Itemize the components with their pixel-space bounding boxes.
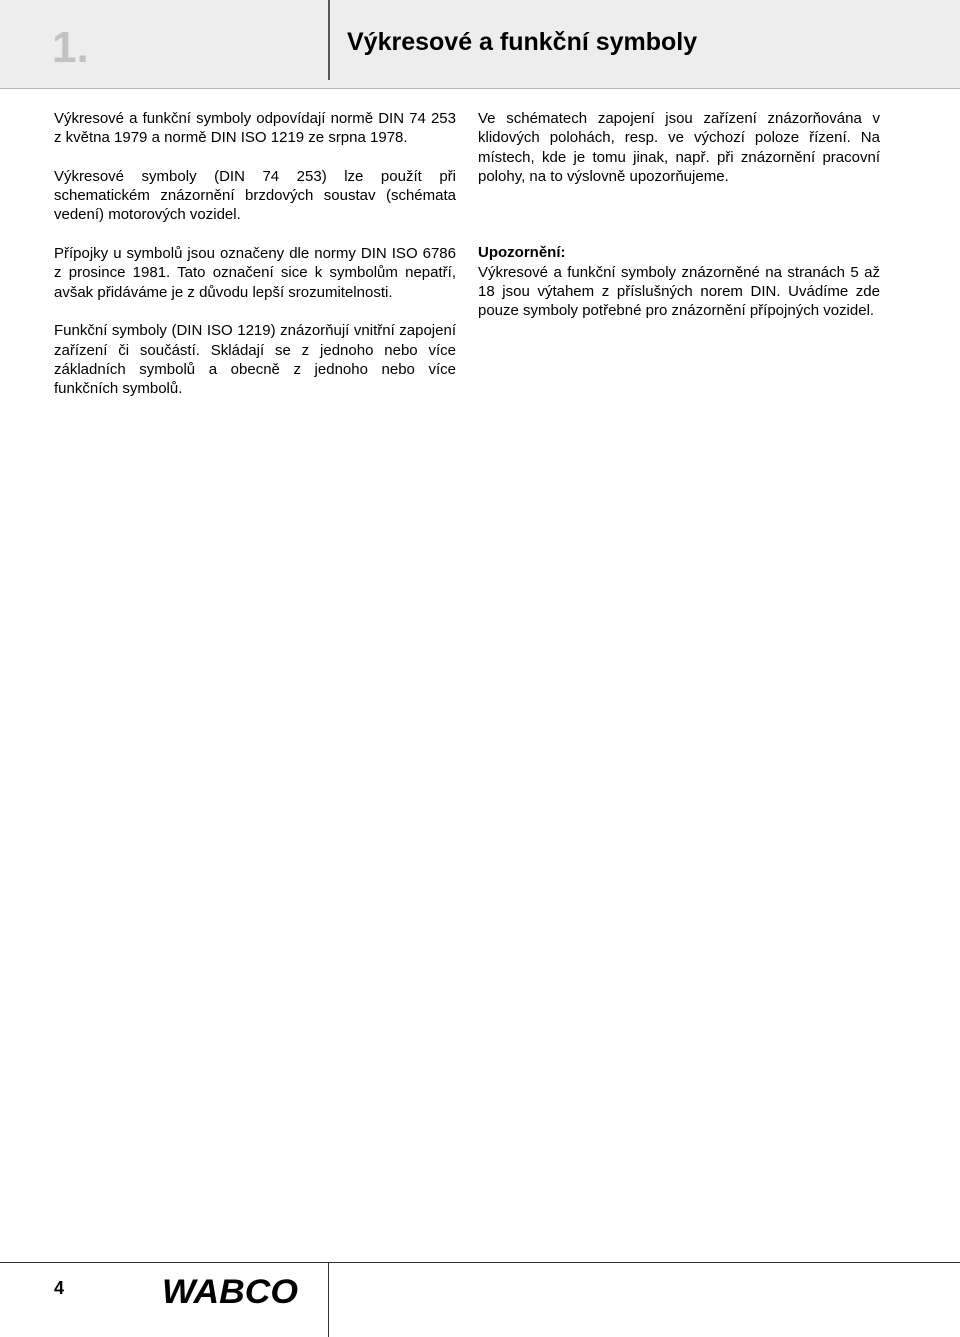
wabco-logo	[160, 1272, 300, 1308]
paragraph-standards: Výkresové a funkční symboly odpovídají normě DIN 74 253 z května 1979 a normě DIN ISO 1219 ze srpna 1978.	[54, 110, 456, 147]
footer-divider	[328, 1262, 329, 1337]
notice-text: Výkresové a funkční symboly znázorněné na stranách 5 až 18 jsou výtahem z příslušných norem DIN. Uvádíme zde pouze symboly potřebné pro znázornění přípojných vozidel.	[478, 263, 880, 320]
page-footer	[0, 1262, 960, 1337]
notice-heading: Upozornění:	[478, 244, 566, 262]
chapter-title: Výkresové a funkční symboly	[347, 28, 698, 56]
logo-wordmark: WABCO	[162, 1273, 298, 1308]
spacer	[478, 205, 880, 243]
footer-rule	[0, 1262, 960, 1263]
header-divider	[328, 0, 330, 80]
paragraph-function-symbols: Funkční symboly (DIN ISO 1219) znázorňují vnitřní zapojení zařízení či součástí. Skládají se z jednoho nebo více základních symbolů a obecně z jednoho nebo více funkčních symbolů.	[54, 322, 456, 398]
paragraph-rest-positions: Ve schématech zapojení jsou zařízení znázorňována v klidových polohách, resp. ve výchozí poloze řízení. Na místech, kde je tomu jinak, např. při znázornění pracovní polohy, na to výslovně upozorňujeme.	[478, 110, 880, 185]
page-header	[0, 0, 960, 89]
notice	[478, 243, 880, 320]
left-column	[54, 109, 456, 418]
chapter-number: 1.	[52, 23, 89, 72]
page-number: 4	[54, 1278, 65, 1298]
paragraph-drawing-symbols: Výkresové symboly (DIN 74 253) lze použít při schematickém znázornění brzdových soustav (schémata vedení) motorových vozidel.	[54, 167, 456, 224]
right-column	[478, 109, 880, 340]
paragraph-ports: Přípojky u symbolů jsou označeny dle normy DIN ISO 6786 z prosince 1981. Tato označení sice k symbolům nepatří, avšak přidáváme je z důvodu lepší srozumitelnosti.	[54, 245, 456, 301]
